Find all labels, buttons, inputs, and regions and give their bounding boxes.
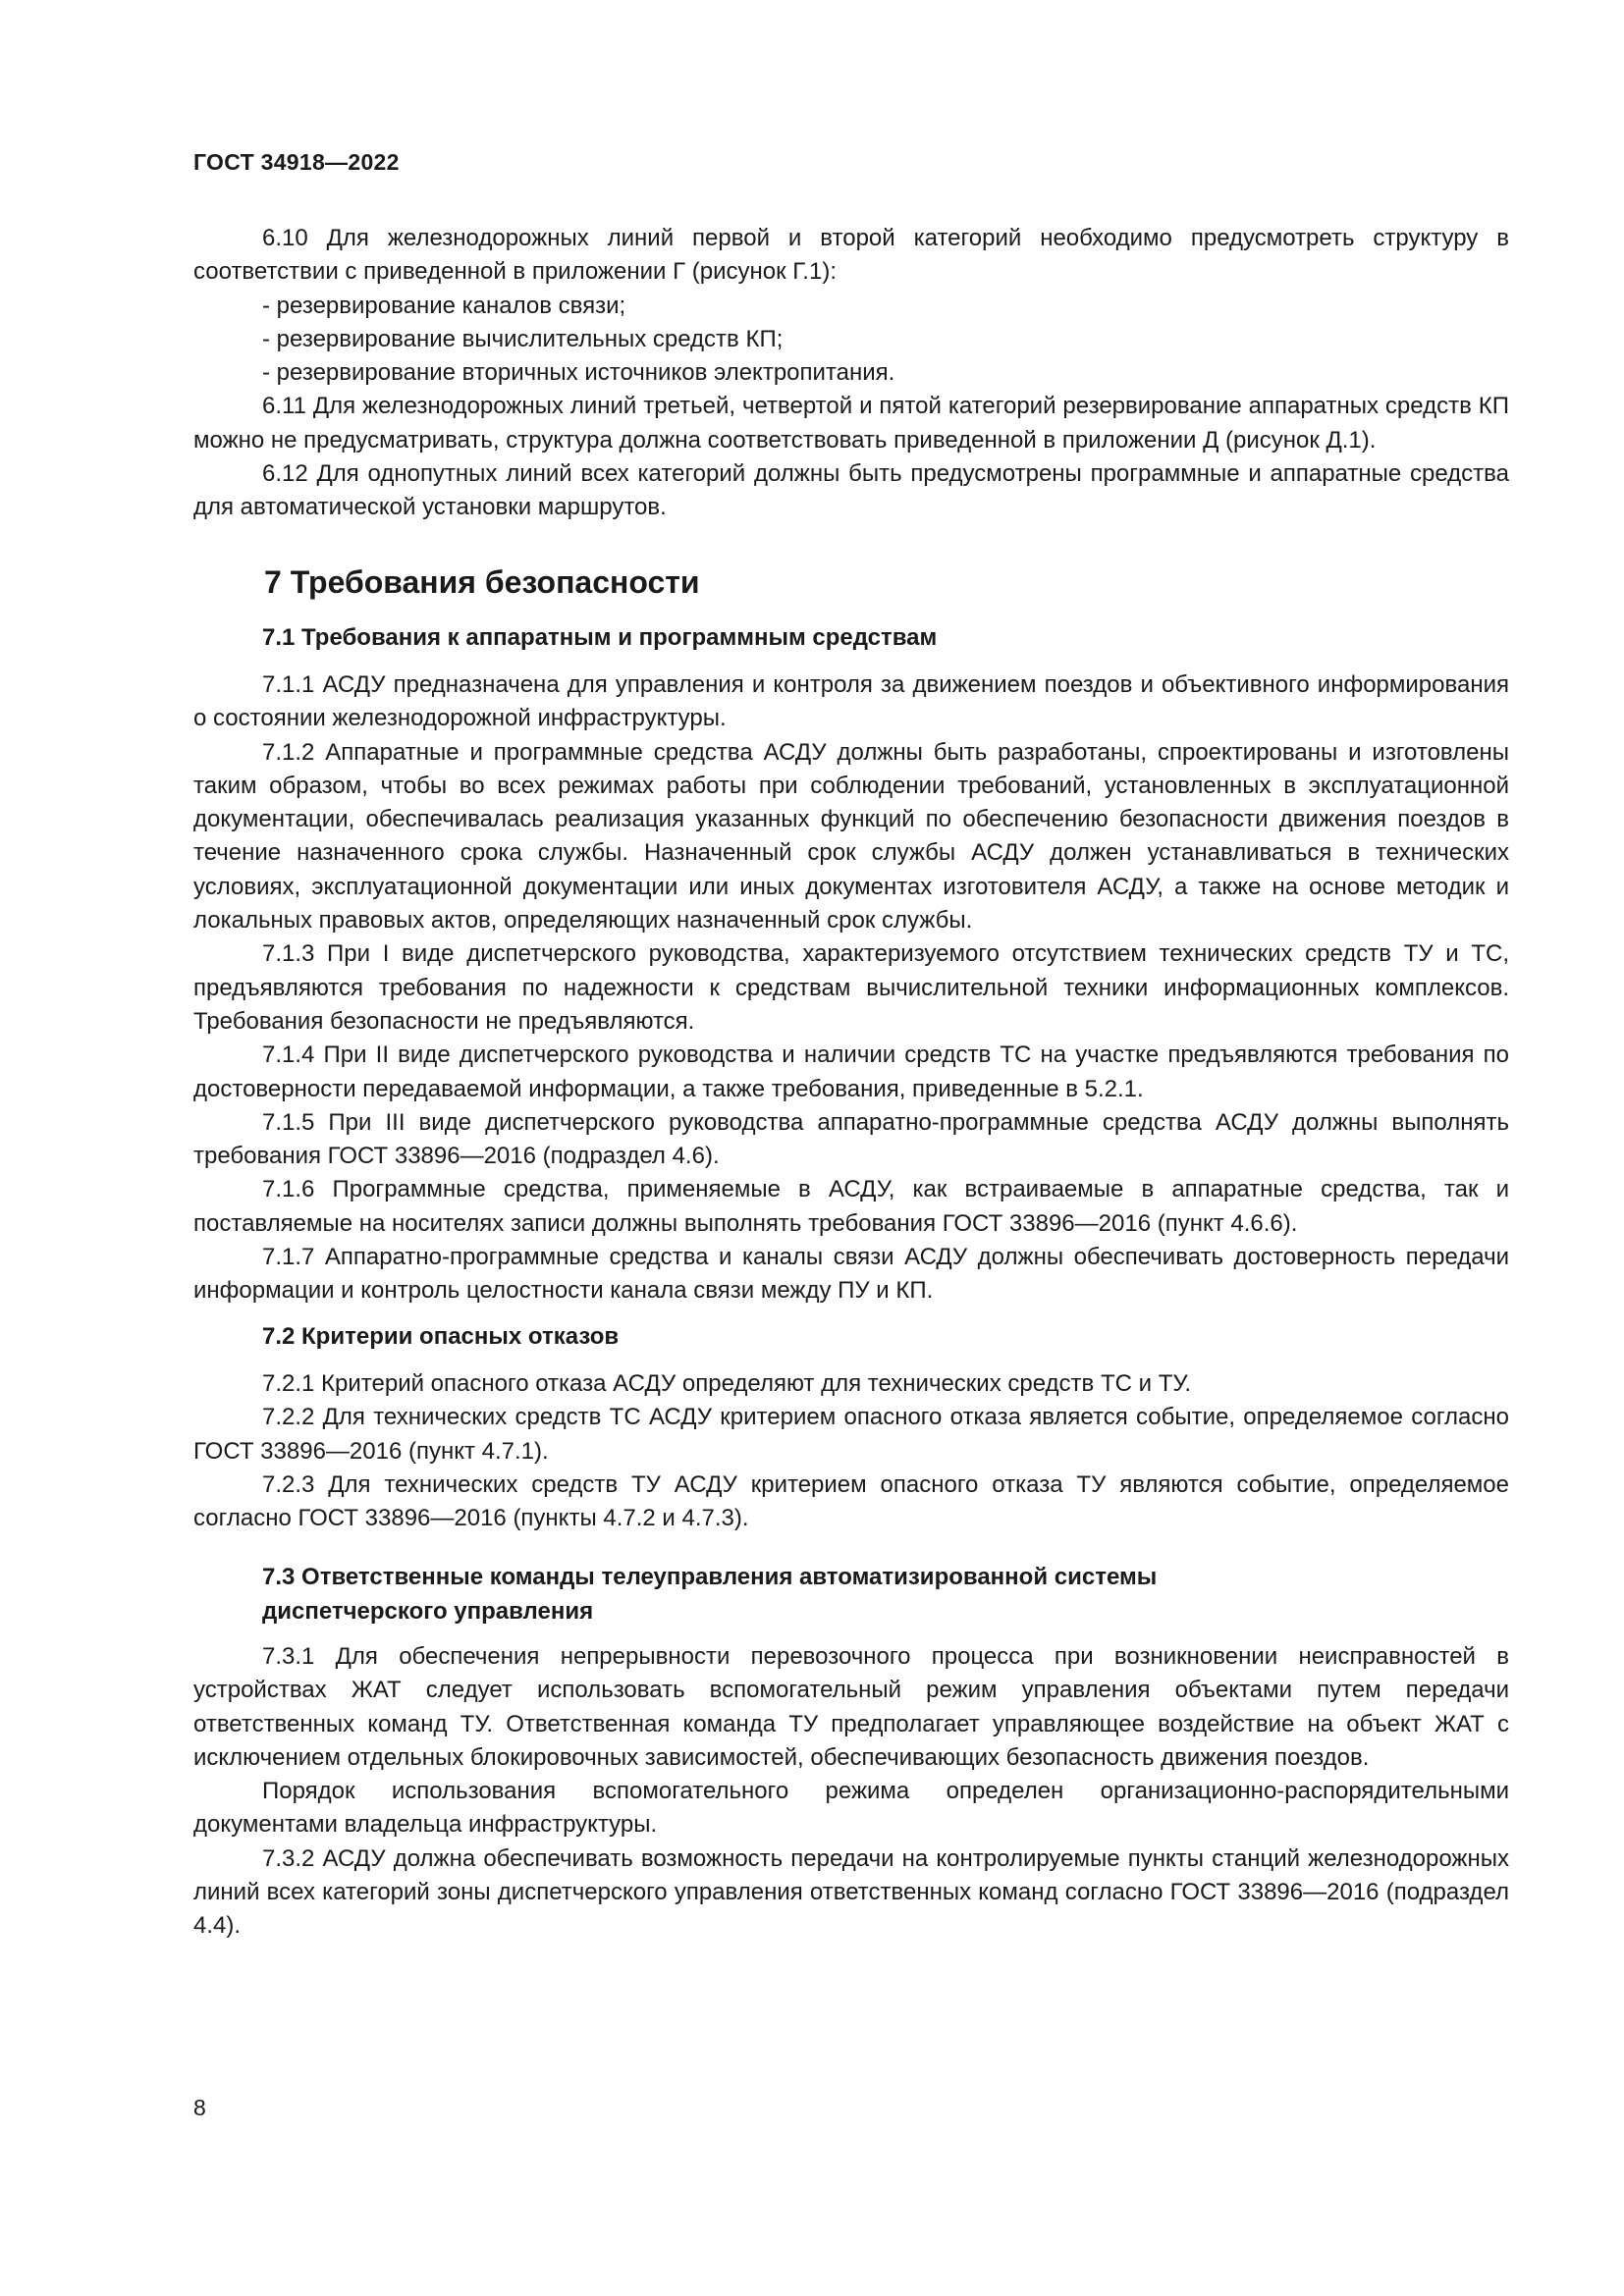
document-id-header: ГОСТ 34918—2022: [193, 149, 400, 175]
paragraph-7-1-5: 7.1.5 При III виде диспетчерского руководства аппаратно-программные средства АСДУ должны выполнять требования ГОСТ 33896—2016 (подраздел 4.6).: [193, 1108, 1509, 1170]
paragraph-7-3-1-continued: Порядок использования вспомогательного режима определен организационно-распорядительными документами владельца инфраструктуры.: [193, 1778, 1509, 1839]
paragraph-6-10: 6.10 Для железнодорожных линий первой и второй категорий необходимо предусмотреть структуру в соответствии с приведенной в приложении Г (рисунок Г.1):: [193, 225, 1509, 286]
bullet-item: - резервирование вторичных источников электропитания.: [262, 359, 895, 387]
paragraph-7-1-4: 7.1.4 При II виде диспетчерского руководства и наличии средств ТС на участке предъявляются требования по достоверности передаваемой информации, а также требования, приведенные в 5.2.1.: [193, 1041, 1509, 1102]
paragraph-7-1-2: 7.1.2 Аппаратные и программные средства АСДУ должны быть разработаны, спроектированы и изготовлены таким образом, чтобы во всех режимах работы при соблюдении требований, установленных в эксплуатационной документации, обеспечивалась реализация указанных функций по обеспечению безопасности движения поездов в течение назначенного срока службы. Назначенный срок службы АСДУ должен устанавливаться в технических условиях, эксплуатационной документации или иных документах изготовителя АСДУ, а также на основе методик и локальных правовых актов, определяющих назначенный срок службы.: [193, 738, 1509, 934]
bullet-item: - резервирование каналов связи;: [262, 292, 626, 319]
document-body: [193, 222, 1509, 1944]
paragraph-7-2-3: 7.2.3 Для технических средств ТУ АСДУ критерием опасного отказа ТУ являются событие, определяемое согласно ГОСТ 33896—2016 (пункты 4.7.2 и 4.7.3).: [193, 1470, 1509, 1532]
subsection-7-1-title: 7.1 Требования к аппаратным и программным средствам: [262, 623, 938, 651]
paragraph-7-2-1: 7.2.1 Критерий опасного отказа АСДУ определяют для технических средств ТС и ТУ.: [262, 1369, 1192, 1397]
subsection-7-3-title-line1: 7.3 Ответственные команды телеуправления автоматизированной системы: [262, 1564, 1158, 1591]
subsection-7-3-title: [193, 1561, 1509, 1629]
subsection-7-3-title-line2: диспетчерского управления: [262, 1597, 594, 1625]
section-7-title: 7 Требования безопасности: [264, 563, 700, 600]
bullet-item: - резервирование вычислительных средств КП;: [262, 325, 784, 352]
paragraph-7-2-2: 7.2.2 Для технических средств ТС АСДУ критерием опасного отказа является событие, определяемое согласно ГОСТ 33896—2016 (пункт 4.7.1).: [193, 1404, 1509, 1465]
paragraph-7-3-2: 7.3.2 АСДУ должна обеспечивать возможность передачи на контролируемые пункты станций железнодорожных линий всех категорий зоны диспетчерского управления ответственных команд согласно ГОСТ 33896—2016 (подраздел 4.4).: [193, 1844, 1509, 1940]
page-number: 8: [193, 2095, 206, 2120]
paragraph-7-3-1: 7.3.1 Для обеспечения непрерывности перевозочного процесса при возникновении неисправностей в устройствах ЖАТ следует использовать вспомогательный режим управления объектами путем передачи ответственных команд ТУ. Ответственная команда ТУ предполагает управляющее воздействие на объект ЖАТ с исключением отдельных блокировочных зависимостей, обеспечивающих безопасность движения поездов.: [193, 1642, 1509, 1771]
paragraph-7-1-3: 7.1.3 При I виде диспетчерского руководства, характеризуемого отсутствием технических средств ТУ и ТС, предъявляются требования по надежности к средствам вычислительной техники информационных комплексов. Требования безопасности не предъявляются.: [193, 940, 1509, 1035]
paragraph-6-11: 6.11 Для железнодорожных линий третьей, четвертой и пятой категорий резервирование аппаратных средств КП можно не предусматривать, структура должна соответствовать приведенной в приложении Д (рисунок Д.1).: [193, 393, 1509, 454]
paragraph-7-1-1: 7.1.1 АСДУ предназначена для управления и контроля за движением поездов и объективного информирования о состоянии железнодорожной инфраструктуры.: [193, 670, 1509, 732]
paragraph-7-1-7: 7.1.7 Аппаратно-программные средства и каналы связи АСДУ должны обеспечивать достоверность передачи информации и контроль целостности канала связи между ПУ и КП.: [193, 1244, 1509, 1305]
subsection-7-2-title: 7.2 Критерии опасных отказов: [262, 1322, 620, 1350]
paragraph-6-12: 6.12 Для однопутных линий всех категорий должны быть предусмотрены программные и аппаратные средства для автоматической установки маршрутов.: [193, 460, 1509, 521]
paragraph-7-1-6: 7.1.6 Программные средства, применяемые в АСДУ, как встраиваемые в аппаратные средства, так и поставляемые на носителях записи должны выполнять требования ГОСТ 33896—2016 (пункт 4.6.6).: [193, 1176, 1509, 1237]
